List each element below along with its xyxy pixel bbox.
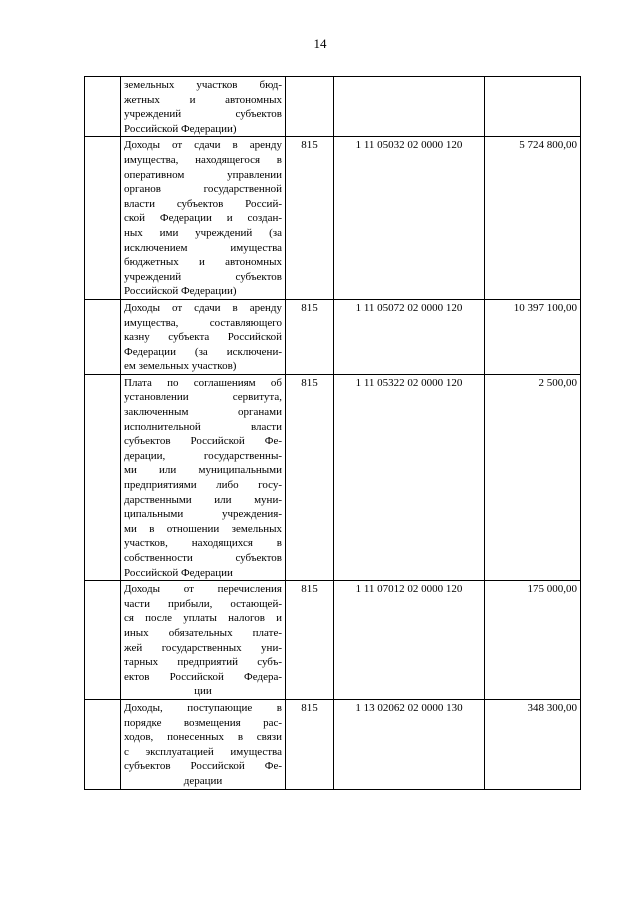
revenue-name-line: имущества, составляющего bbox=[124, 316, 282, 329]
table-row bbox=[85, 374, 581, 580]
revenue-name-line: Федерации (за исключени- bbox=[124, 345, 282, 358]
revenue-name-line: ции bbox=[194, 685, 212, 698]
amount-cell bbox=[485, 77, 581, 137]
revenue-name-line: ми или муниципальными bbox=[124, 464, 282, 477]
amount-cell: 10 397 100,00 bbox=[485, 299, 581, 374]
empty-number-cell bbox=[85, 137, 121, 300]
admin-code-cell: 815 bbox=[286, 137, 334, 300]
revenue-name-line: участков, находящихся в bbox=[124, 537, 282, 550]
budget-code-cell: 1 11 05072 02 0000 120 bbox=[334, 299, 485, 374]
budget-code-cell: 1 13 02062 02 0000 130 bbox=[334, 699, 485, 789]
admin-code-cell bbox=[286, 77, 334, 137]
revenue-name-line: ем земельных участков) bbox=[124, 360, 237, 373]
empty-number-cell bbox=[85, 581, 121, 700]
table-row bbox=[85, 699, 581, 789]
revenue-name-line: органов государственной bbox=[124, 183, 282, 196]
empty-number-cell bbox=[85, 374, 121, 580]
admin-code-cell: 815 bbox=[286, 581, 334, 700]
revenue-name-line: субъектов Российской Фе- bbox=[124, 435, 282, 448]
revenue-name-line: Доходы, поступающие в bbox=[124, 701, 282, 714]
table-row bbox=[85, 299, 581, 374]
revenue-name-cell bbox=[121, 299, 286, 374]
revenue-name-line: Доходы от сдачи в аренду bbox=[124, 301, 282, 314]
revenue-name-line: бюджетных и автономных bbox=[124, 256, 282, 269]
revenue-name-line: дерации bbox=[183, 774, 223, 787]
budget-code-cell bbox=[334, 77, 485, 137]
revenue-name-line: учреждений субъектов bbox=[124, 108, 282, 121]
revenue-name-line: ской Федерации и создан- bbox=[124, 212, 282, 225]
revenue-name-line: Плата по соглашениям об bbox=[124, 376, 282, 389]
revenue-name-line: исключением имущества bbox=[124, 241, 282, 254]
revenue-name-line: ся после уплаты налогов и bbox=[124, 612, 282, 625]
revenue-name-line: ных ими учреждений (за bbox=[124, 226, 282, 239]
revenue-name-line: Доходы от перечисления bbox=[124, 583, 282, 596]
page-number: 14 bbox=[313, 36, 327, 51]
revenue-name-line: жетных и автономных bbox=[124, 93, 282, 106]
admin-code-cell: 815 bbox=[286, 299, 334, 374]
revenue-name-line: Российской Федерации) bbox=[124, 285, 237, 298]
revenue-name-line: тарных предприятий субъ- bbox=[124, 656, 282, 669]
revenue-name-line: ципальными учреждения- bbox=[124, 508, 282, 521]
revenue-name-line: Российской Федерации bbox=[124, 566, 233, 579]
table-row bbox=[85, 77, 581, 137]
revenue-name-line: земельных участков бюд- bbox=[124, 79, 282, 91]
revenue-name-line: собственности субъектов bbox=[124, 552, 282, 564]
revenue-name-line: казну субъекта Российской bbox=[124, 331, 282, 344]
empty-number-cell bbox=[85, 299, 121, 374]
revenue-name-line: заключенным органами bbox=[124, 406, 282, 419]
revenue-name-line: порядке возмещения рас- bbox=[124, 716, 282, 729]
table-body bbox=[85, 77, 581, 790]
revenue-name-line: субъектов Российской Фе- bbox=[124, 760, 282, 773]
budget-revenue-table bbox=[84, 76, 581, 790]
revenue-name-line: иных обязательных плате- bbox=[124, 626, 282, 639]
revenue-name-line: имущества, находящегося в bbox=[124, 153, 282, 166]
admin-code-cell: 815 bbox=[286, 699, 334, 789]
revenue-name-line: части прибыли, остающей- bbox=[124, 597, 282, 610]
revenue-name-line: Российской Федерации) bbox=[124, 122, 237, 135]
amount-cell: 2 500,00 bbox=[485, 374, 581, 580]
revenue-name-line: жей государственных уни- bbox=[124, 641, 282, 654]
revenue-name-line: оперативном управлении bbox=[124, 168, 282, 181]
revenue-name-line: дарственными или муни- bbox=[124, 493, 282, 506]
table-row bbox=[85, 581, 581, 700]
revenue-name-line: ходов, понесенных в связи bbox=[124, 731, 282, 744]
revenue-name-cell bbox=[121, 699, 286, 789]
revenue-name-line: установлении сервитута, bbox=[124, 391, 282, 404]
budget-code-cell: 1 11 05032 02 0000 120 bbox=[334, 137, 485, 300]
empty-number-cell bbox=[85, 699, 121, 789]
revenue-name-line: дерации, государственны- bbox=[124, 449, 282, 462]
revenue-name-line: учреждений субъектов bbox=[124, 270, 282, 283]
empty-number-cell bbox=[85, 77, 121, 137]
revenue-name-cell bbox=[121, 137, 286, 300]
revenue-name-line: власти субъектов Россий- bbox=[124, 197, 282, 210]
revenue-name-line: ми в отношении земельных bbox=[124, 522, 282, 535]
revenue-name-line: исполнительной власти bbox=[124, 420, 282, 433]
revenue-name-cell bbox=[121, 374, 286, 580]
budget-code-cell: 1 11 05322 02 0000 120 bbox=[334, 374, 485, 580]
revenue-name-cell bbox=[121, 77, 286, 137]
budget-code-cell: 1 11 07012 02 0000 120 bbox=[334, 581, 485, 700]
admin-code-cell: 815 bbox=[286, 374, 334, 580]
revenue-name-line: Доходы от сдачи в аренду bbox=[124, 139, 282, 152]
amount-cell: 5 724 800,00 bbox=[485, 137, 581, 300]
revenue-name-line: с эксплуатацией имущества bbox=[124, 745, 282, 758]
amount-cell: 175 000,00 bbox=[485, 581, 581, 700]
revenue-name-cell bbox=[121, 581, 286, 700]
revenue-name-line: предприятиями либо госу- bbox=[124, 479, 282, 492]
amount-cell: 348 300,00 bbox=[485, 699, 581, 789]
revenue-name-line: ектов Российской Федера- bbox=[124, 670, 282, 683]
table-row bbox=[85, 137, 581, 300]
